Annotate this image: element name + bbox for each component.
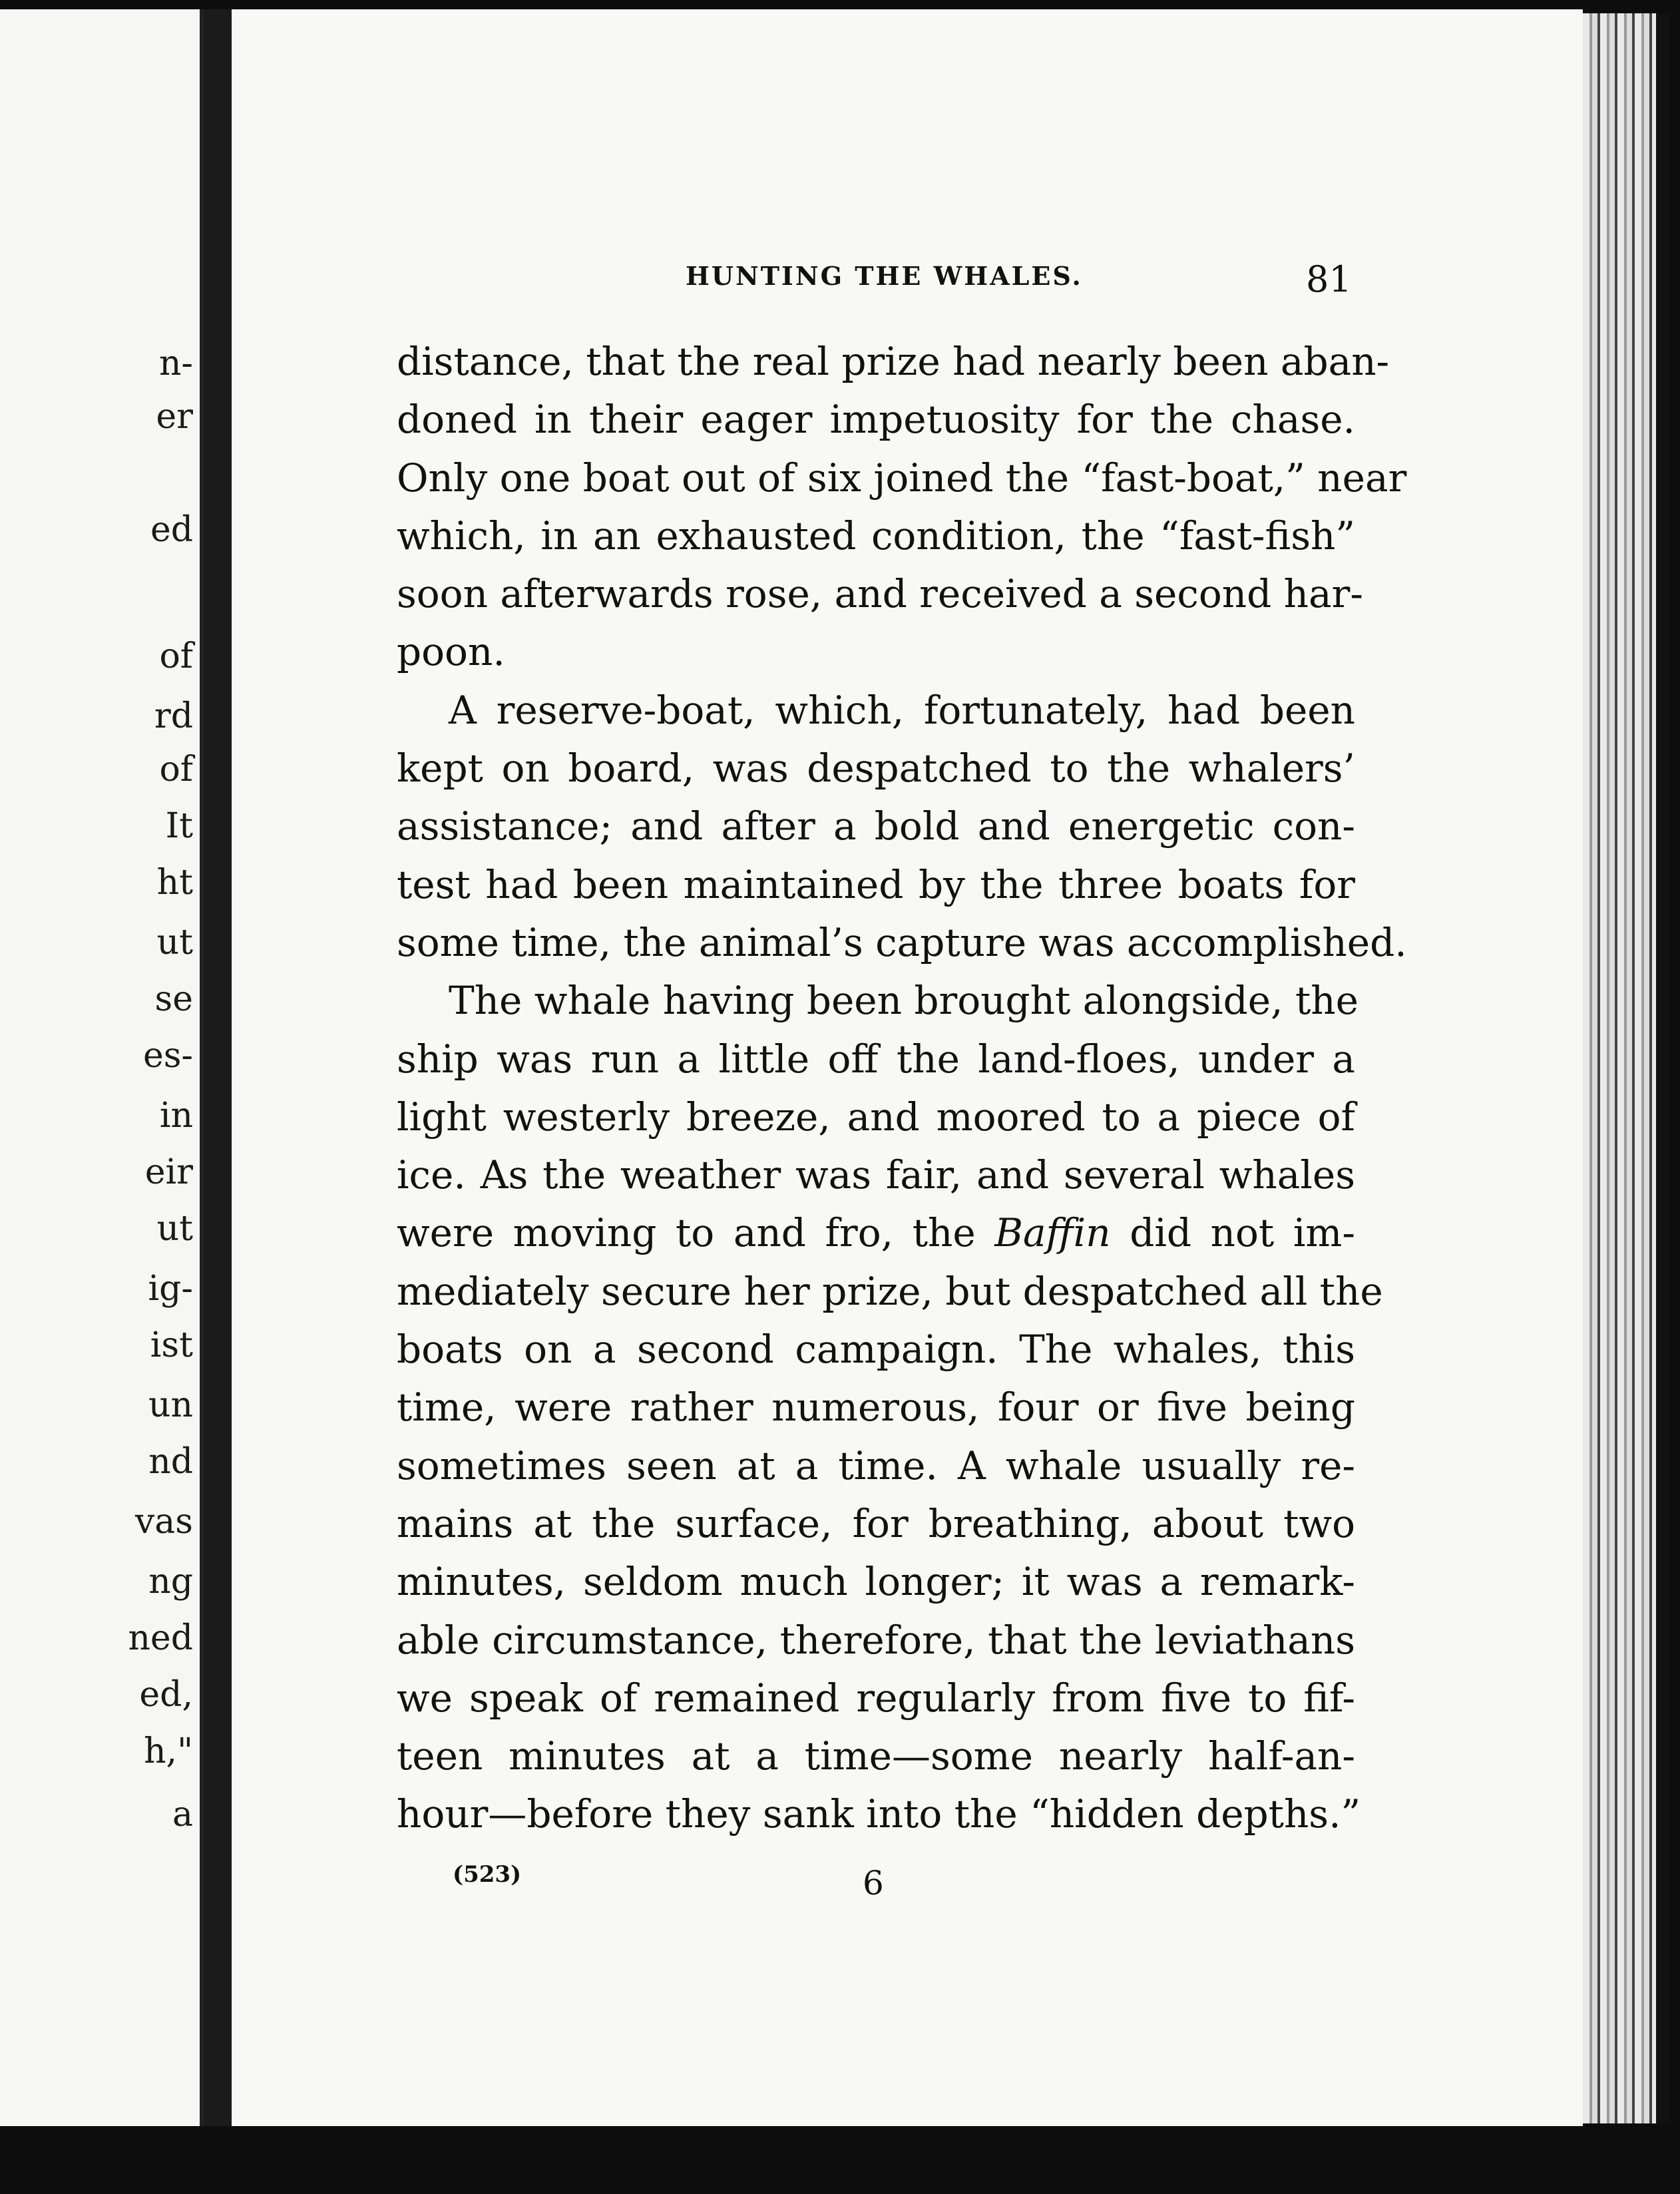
text-line: doned in their eager impetuosity for the chase. [397,397,1355,443]
text-line: which, in an exhausted condition, the “fast-fish” [397,513,1355,558]
left-facing-page [0,9,204,2126]
left-page-fragment: It [165,806,193,846]
left-page-fragment: of [159,636,193,676]
running-head: HUNTING THE WHALES. [686,261,1083,291]
text-line: assistance; and after a bold and energetic con- [397,803,1355,849]
left-page-fragment: ist [150,1325,193,1365]
text-line: minutes, seldom much longer; it was a remark- [397,1559,1355,1605]
left-page-fragment: n- [158,343,193,383]
ship-name: Baffin [994,1210,1111,1256]
text-line-with-ship-name [397,1204,1355,1262]
text-line: distance, that the real prize had nearly been aban- [397,339,1390,384]
left-page-fragment: ht [156,863,193,903]
page-edge-stack [1583,13,1669,2123]
text-line: kept on board, was despatched to the whalers’ [397,746,1355,791]
left-page-fragment: eir [144,1152,193,1192]
left-page-fragment: rd [154,696,193,736]
text-line: some time, the animal’s capture was accomplished. [397,919,1407,965]
text-line: ship was run a little off the land-floes, under a [397,1036,1355,1082]
text-line: Only one boat out of six joined the “fast-boat,” near [397,455,1407,501]
text-line: sometimes seen at a time. A whale usually re- [397,1442,1355,1488]
text-line: test had been maintained by the three boats for [397,861,1355,907]
text-line: The whale having been brought alongside, the [449,978,1359,1024]
text-line: boats on a second campaign. The whales, this [397,1327,1355,1373]
book-gutter [204,9,232,2126]
text-line: soon afterwards rose, and received a second har- [397,571,1363,617]
left-page-fragment: in [159,1096,193,1136]
text-line: ice. As the weather was fair, and several whales [397,1152,1355,1198]
left-page-fragment: ig- [148,1269,193,1309]
text-line: we speak of remained regularly from five to fif- [397,1675,1355,1721]
text-fragment: did not im- [1110,1210,1355,1256]
text-line: A reserve-boat, which, fortunately, had been [449,687,1355,733]
text-line: teen minutes at a time—some nearly half-an- [397,1733,1355,1779]
left-page-fragment: ut [156,1209,193,1249]
left-page-fragment: se [154,979,193,1019]
left-page-fragment: vas [134,1502,193,1542]
text-line: light westerly breeze, and moored to a piece of [397,1094,1355,1140]
printer-mark: (523) [453,1861,522,1888]
left-page-fragment: es- [142,1036,193,1076]
text-line: poon. [397,629,505,675]
text-line: time, were rather numerous, four or five being [397,1385,1355,1430]
left-page-fragment: ed [150,510,193,550]
body-text [397,333,1407,1844]
left-page-fragment: ut [156,923,193,963]
text-line: hour—before they sank into the “hidden depths.” [397,1791,1361,1837]
left-page-fragment: er [156,397,193,437]
left-page-fragment: ed, [139,1675,193,1715]
left-page-fragment: h," [144,1731,193,1771]
left-page-fragment: un [148,1385,193,1425]
left-page-fragment: of [159,750,193,789]
left-page-fragment: nd [148,1442,193,1482]
left-page-fragment: ned [128,1618,193,1658]
left-page-fragment: ng [148,1562,193,1602]
text-line: able circumstance, therefore, that the leviathans [397,1617,1355,1663]
text-line: mains at the surface, for breathing, about two [397,1500,1355,1546]
text-fragment: were moving to and fro, the [397,1210,995,1256]
signature-mark: 6 [863,1864,884,1902]
left-page-fragment: a [172,1795,193,1835]
page-number: 81 [1306,258,1352,300]
text-line: mediately secure her prize, but despatched all the [397,1268,1383,1314]
